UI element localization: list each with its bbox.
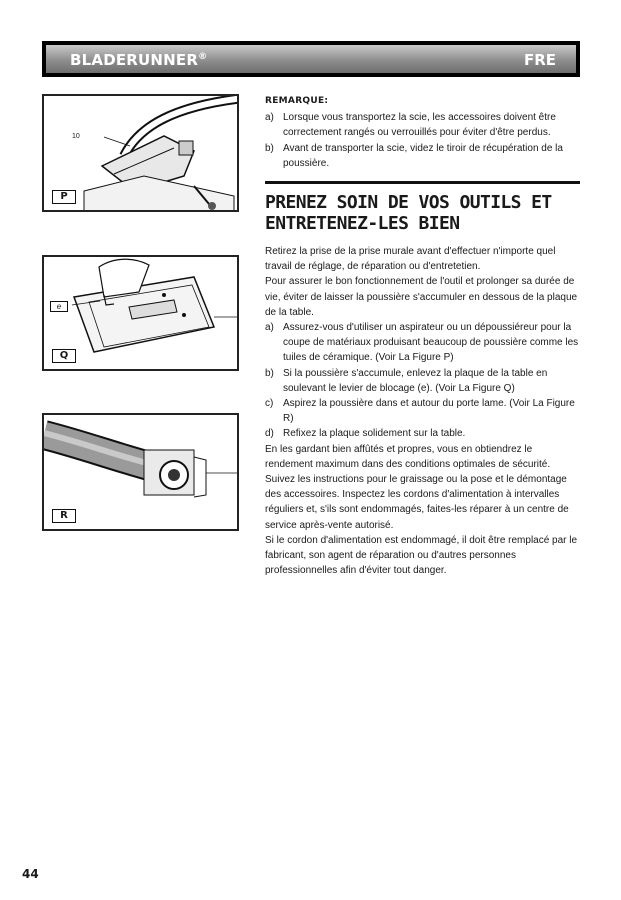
figure-r-label: R bbox=[52, 509, 76, 523]
figure-p-callout: 10 bbox=[72, 133, 80, 140]
list-item bbox=[265, 426, 580, 441]
remark-heading: REMARQUE: bbox=[265, 96, 329, 106]
list-text: Si la poussière s'accumule, enlevez la plaque de la table en soulevant le levier de blocage (e). (Voir La Figure Q) bbox=[283, 367, 548, 394]
list-marker: a) bbox=[265, 322, 274, 334]
section-divider bbox=[265, 181, 580, 184]
header-bar bbox=[42, 41, 580, 77]
list-marker: d) bbox=[265, 428, 274, 440]
figure-r bbox=[42, 413, 239, 531]
list-item bbox=[265, 366, 580, 396]
paragraph: Si le cordon d'alimentation est endommagé, il doit être remplacé par le fabricant, son agent de réparation ou d'autres personnes professionnelles afin d'éviter tout danger. bbox=[265, 534, 578, 577]
list-item bbox=[265, 320, 580, 366]
list-marker: b) bbox=[265, 142, 274, 154]
list-text: Aspirez la poussière dans et autour du porte lame. (Voir La Figure R) bbox=[283, 398, 575, 425]
paragraph: Suivez les instructions pour le graissage ou la pose et le démontage des accessoires. Inspectez les cordons d'alimentation à intervalles réguliers et, s'ils sont endommagés, faites-les réparer à un centre de service après-vente autorisé. bbox=[265, 474, 569, 531]
paragraph: Retirez la prise de la prise murale avant d'effectuer n'importe quel travail de réglage, de réparation ou d'entretetien. bbox=[265, 246, 556, 273]
language-code: FRE bbox=[523, 51, 556, 69]
list-marker: a) bbox=[265, 112, 274, 124]
header-gradient bbox=[46, 45, 576, 73]
list-item bbox=[265, 396, 580, 426]
list-item bbox=[265, 141, 580, 171]
list-text: Avant de transporter la scie, videz le tiroir de récupération de la poussière. bbox=[283, 142, 563, 169]
figure-q bbox=[42, 255, 239, 371]
list-text: Assurez-vous d'utiliser un aspirateur ou un dépoussiéreur pour la coupe de matériaux produisant beaucoup de poussière comme les tuiles de céramique. (Voir La Figure P) bbox=[283, 322, 579, 364]
brand-title: BLADERUNNER® bbox=[70, 51, 208, 69]
figure-q-label: Q bbox=[52, 349, 76, 363]
list-text: Lorsque vous transportez la scie, les accessoires doivent être correctement rangés ou verrouillés pour éviter d'être perdus. bbox=[283, 112, 556, 139]
list-marker: b) bbox=[265, 367, 274, 379]
figure-p-label: P bbox=[52, 190, 76, 204]
text-column bbox=[265, 94, 580, 578]
figure-q-callout: e bbox=[50, 301, 68, 312]
list-marker: c) bbox=[265, 398, 274, 410]
list-item bbox=[265, 110, 580, 140]
paragraph: Pour assurer le bon fonctionnement de l'outil et prolonger sa durée de vie, éviter de laisser la poussière s'accumuler en dessous de la plaque de la table. bbox=[265, 276, 578, 318]
section-title: PRENEZ SOIN DE VOS OUTILS ET ENTRETENEZ-LES BIEN bbox=[265, 192, 552, 235]
page-number: 44 bbox=[22, 867, 39, 881]
paragraph: En les gardant bien affûtés et propres, vous en obtiendrez le rendement maximum dans des conditions optimales de sécurité. bbox=[265, 443, 551, 470]
list-text: Refixez la plaque solidement sur la table. bbox=[283, 428, 466, 440]
registered-mark: ® bbox=[198, 52, 208, 62]
figure-p bbox=[42, 94, 239, 212]
